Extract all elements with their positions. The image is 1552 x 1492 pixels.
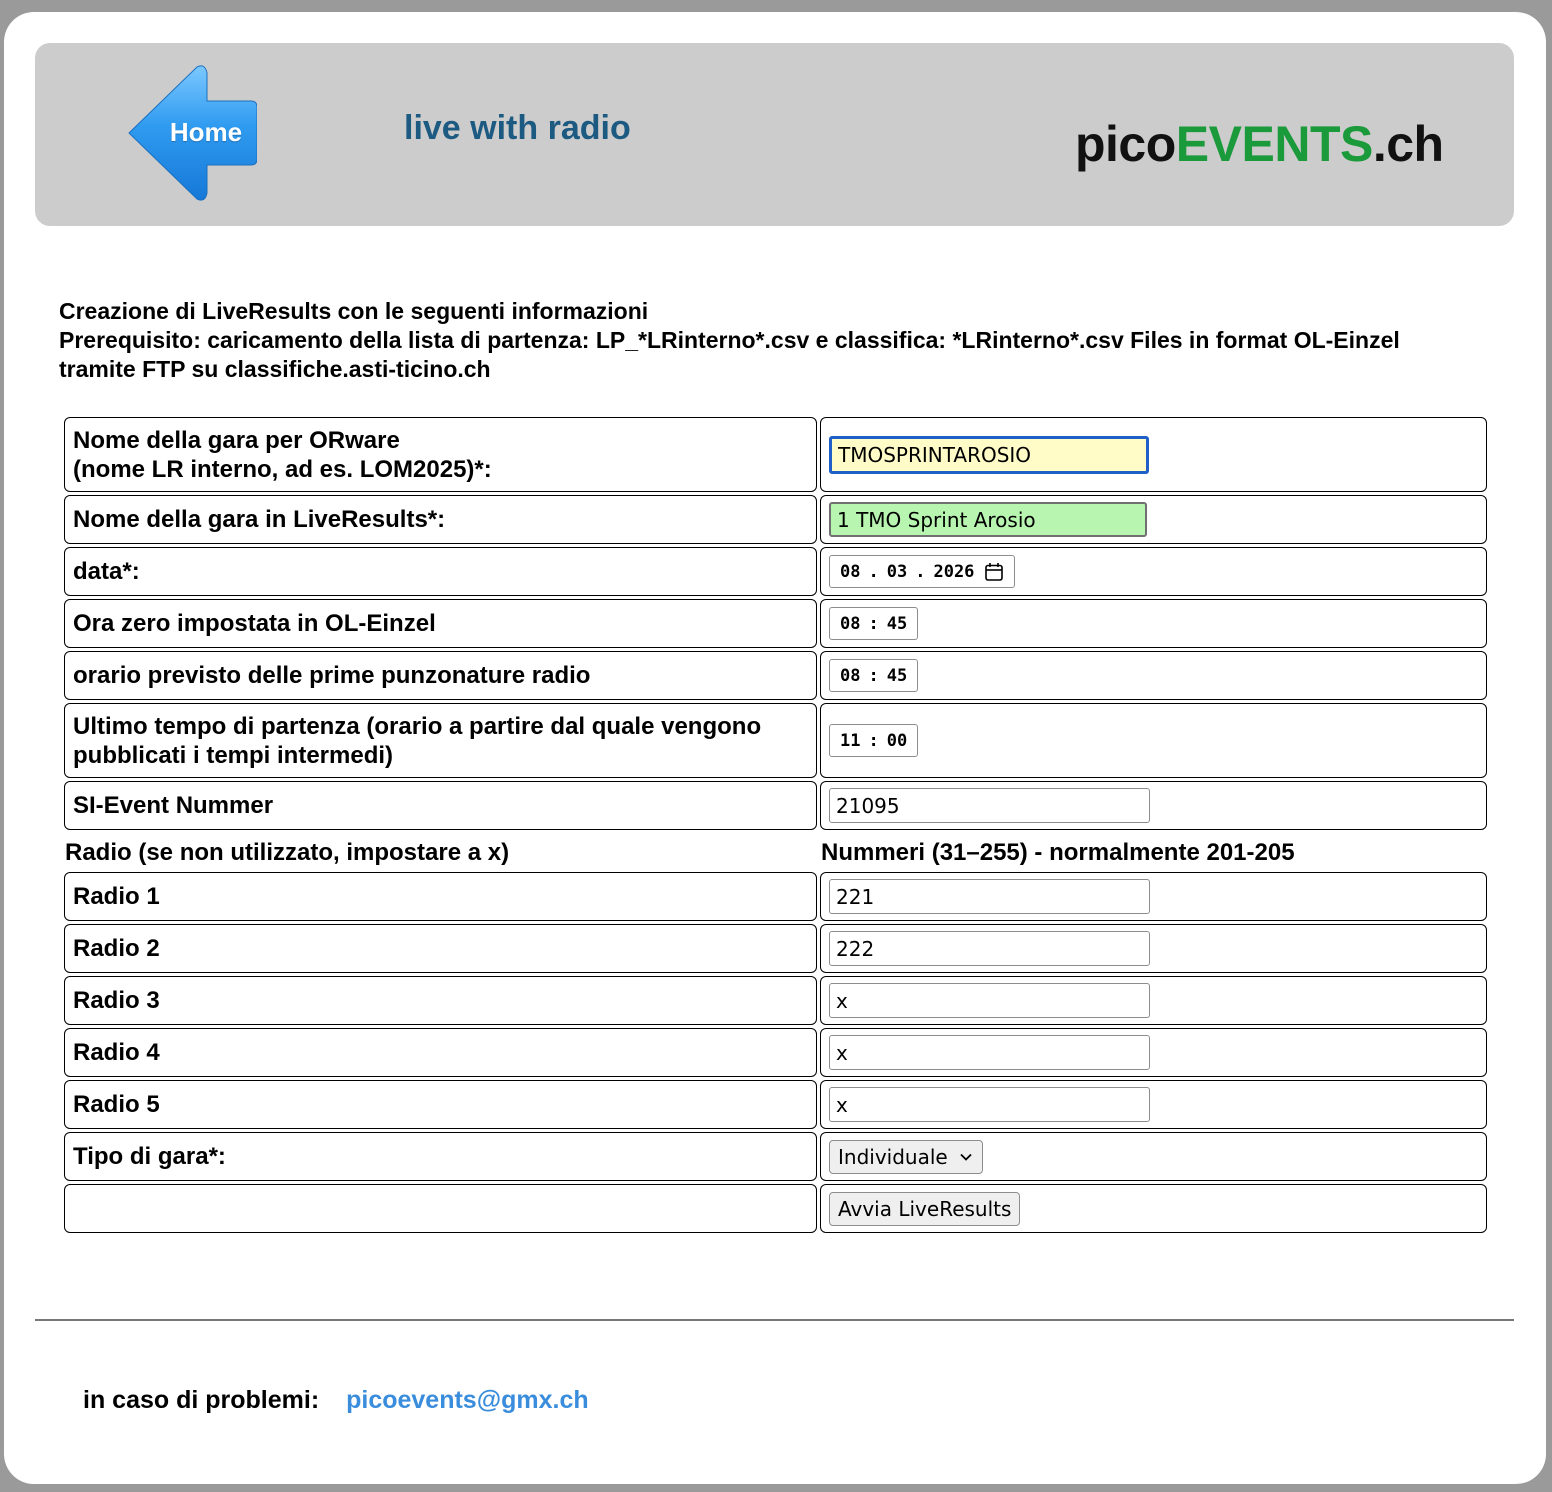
last-start-label: Ultimo tempo di partenza (orario a partire dal quale vengono pubblicati i tempi intermedi) [64, 703, 817, 778]
submit-row-empty-cell [64, 1184, 817, 1233]
footer [83, 1386, 589, 1415]
form-row-radio-1 [64, 872, 1487, 921]
intro-line-2: Prerequisito: caricamento della lista di partenza: LP_*LRinterno*.csv e classifica: *LRinterno*.csv Files in format OL-Einzel tramite FTP su classifiche.asti-ticino.ch [59, 327, 1400, 382]
radio-header-right: Nummeri (31–255) - normalmente 201-205 [821, 839, 1295, 866]
orware-name-label [64, 417, 817, 492]
zero-time-label: Ora zero impostata in OL-Einzel [64, 599, 817, 648]
radio-3-cell [820, 976, 1487, 1025]
footer-divider [35, 1319, 1514, 1321]
submit-cell [820, 1184, 1487, 1233]
si-event-cell [820, 781, 1487, 830]
orware-name-input[interactable] [829, 436, 1149, 474]
form-row-last-start [64, 703, 1487, 778]
form-row-zero-time [64, 599, 1487, 648]
form-row-lr-name [64, 495, 1487, 544]
date-year[interactable]: 2026 [933, 561, 975, 582]
form-row-race-type [64, 1132, 1487, 1181]
race-type-select[interactable] [829, 1140, 983, 1174]
first-radio-cell [820, 651, 1487, 700]
zero-time-hours[interactable]: 08 [840, 613, 861, 634]
radio-2-input[interactable] [829, 931, 1150, 966]
orware-name-label-line-1: Nome della gara per ORware [73, 426, 400, 454]
zero-time-minutes[interactable]: 45 [886, 613, 908, 634]
si-event-input[interactable] [829, 788, 1150, 823]
radio-3-input[interactable] [829, 983, 1150, 1018]
form-row-si-event [64, 781, 1487, 830]
logo-prefix: pico [1075, 116, 1176, 172]
header-bar [35, 43, 1514, 226]
first-radio-time-input[interactable]: 08 : 45 [829, 659, 918, 692]
intro-text [59, 297, 1479, 384]
form-row-date [64, 547, 1487, 596]
lr-name-cell [820, 495, 1487, 544]
radio-2-cell [820, 924, 1487, 973]
form-row-radio-5 [64, 1080, 1487, 1129]
si-event-label: SI-Event Nummer [64, 781, 817, 830]
zero-time-cell [820, 599, 1487, 648]
radio-5-cell [820, 1080, 1487, 1129]
race-type-cell [820, 1132, 1487, 1181]
radio-header-row [64, 833, 1487, 869]
logo-suffix: .ch [1372, 116, 1444, 172]
radio-4-label: Radio 4 [64, 1028, 817, 1077]
form-row-radio-2 [64, 924, 1487, 973]
logo-highlight: EVENTS [1175, 116, 1373, 172]
form-row-radio-4 [64, 1028, 1487, 1077]
date-input[interactable]: 08 . 03 . 2026 [829, 555, 1015, 588]
radio-1-input[interactable] [829, 879, 1150, 914]
form-row-submit [64, 1184, 1487, 1233]
last-start-cell [820, 703, 1487, 778]
start-liveresults-button[interactable]: Avvia LiveResults [829, 1192, 1020, 1226]
last-start-time-input[interactable]: 11 : 00 [829, 724, 918, 757]
home-button[interactable] [127, 65, 257, 201]
date-month[interactable]: 03 [886, 561, 908, 582]
footer-label: in caso di problemi: [83, 1386, 320, 1414]
chevron-down-icon [960, 1153, 972, 1161]
form-row-orware-name [64, 417, 1487, 492]
radio-3-label: Radio 3 [64, 976, 817, 1025]
radio-5-label: Radio 5 [64, 1080, 817, 1129]
race-type-selected: Individuale [838, 1144, 948, 1169]
form-row-first-radio [64, 651, 1487, 700]
last-start-hours[interactable]: 11 [840, 730, 861, 751]
home-label: Home [169, 117, 243, 147]
first-radio-label: orario previsto delle prime punzonature radio [64, 651, 817, 700]
radio-4-cell [820, 1028, 1487, 1077]
radio-1-label: Radio 1 [64, 872, 817, 921]
orware-name-label-line-2: (nome LR interno, ad es. LOM2025)*: [73, 455, 492, 483]
first-radio-minutes[interactable]: 45 [886, 665, 908, 686]
form-row-radio-3 [64, 976, 1487, 1025]
radio-4-input[interactable] [829, 1035, 1150, 1070]
radio-5-input[interactable] [829, 1087, 1150, 1122]
last-start-minutes[interactable]: 00 [886, 730, 908, 751]
radio-1-cell [820, 872, 1487, 921]
intro-line-1: Creazione di LiveResults con le seguenti informazioni [59, 298, 649, 324]
calendar-icon[interactable] [984, 562, 1004, 582]
zero-time-input[interactable]: 08 : 45 [829, 607, 918, 640]
orware-name-cell [820, 417, 1487, 492]
first-radio-hours[interactable]: 08 [840, 665, 861, 686]
site-logo [1075, 115, 1444, 173]
radio-2-label: Radio 2 [64, 924, 817, 973]
contact-email-link[interactable]: picoevents@gmx.ch [346, 1386, 589, 1414]
race-type-label: Tipo di gara*: [64, 1132, 817, 1181]
date-day[interactable]: 08 [840, 561, 861, 582]
radio-header-left: Radio (se non utilizzato, impostare a x) [65, 839, 510, 866]
date-cell [820, 547, 1487, 596]
page-card [4, 12, 1546, 1484]
page-title: live with radio [404, 109, 631, 147]
date-label: data*: [64, 547, 817, 596]
liveresults-form [61, 414, 1490, 1236]
lr-name-label: Nome della gara in LiveResults*: [64, 495, 817, 544]
lr-name-input[interactable] [829, 502, 1147, 537]
